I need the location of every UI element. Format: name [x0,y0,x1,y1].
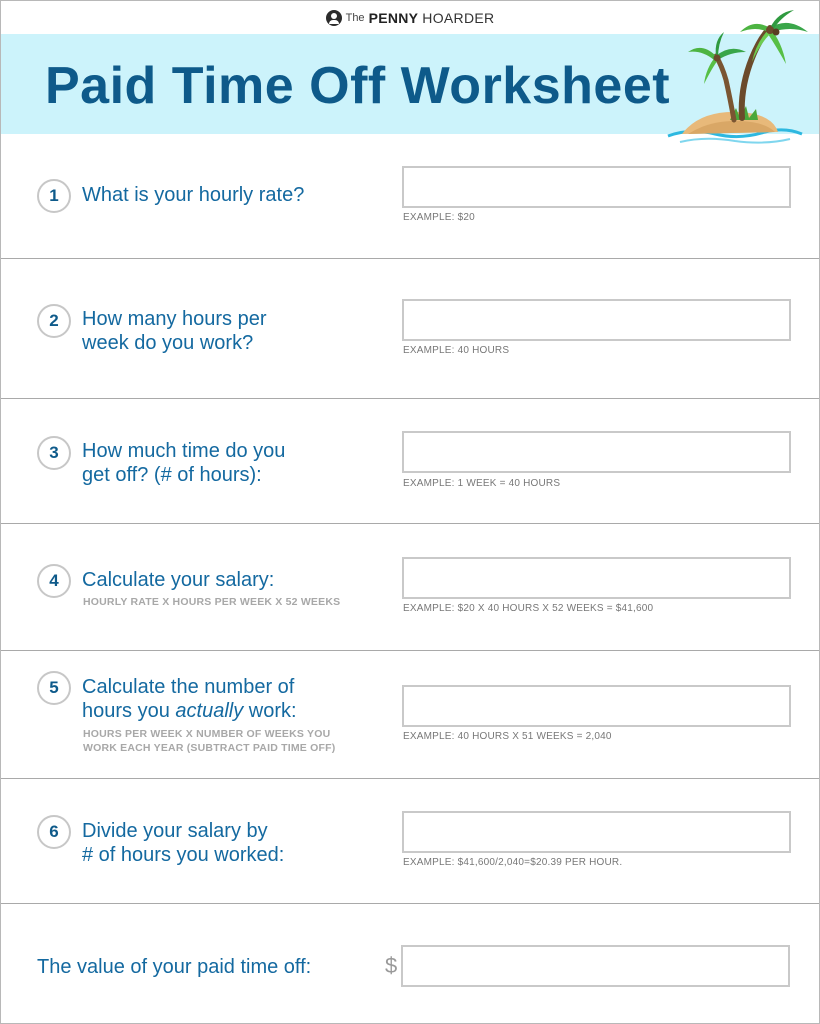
question-row-4 [1,524,819,651]
hint-line: HOURS PER WEEK X NUMBER OF WEEKS YOU [83,728,331,740]
palm-island-icon [660,8,810,144]
question-fragment: hours you [82,700,176,722]
question-line: # of hours you worked: [82,844,285,866]
question-row-1 [1,135,819,259]
example-text: EXAMPLE: $41,600/2,040=$20.39 PER HOUR. [403,857,623,868]
question-row-6 [1,779,819,904]
question-line: Calculate your salary: [82,569,275,591]
step-number: 5 [37,671,71,705]
example-text: EXAMPLE: 1 WEEK = 40 HOURS [403,478,561,489]
question-line: week do you work? [82,332,254,354]
question-text [82,675,297,723]
answer-input[interactable] [402,685,791,727]
final-answer-input[interactable] [401,945,790,987]
answer-input[interactable] [402,431,791,473]
question-line: How much time do you [82,440,286,462]
question-text [82,439,285,487]
step-number: 2 [37,304,71,338]
step-number: 4 [37,564,71,598]
question-line [82,699,297,723]
formula-hint [83,595,340,609]
dollar-sign: $ [385,953,398,978]
question-row-5 [1,651,819,779]
example-text: EXAMPLE: $20 X 40 HOURS X 52 WEEKS = $41,600 [403,603,654,614]
step-number: 1 [37,179,71,213]
brand-penny: PENNY [368,10,419,26]
answer-input[interactable] [402,557,791,599]
question-line: Calculate the number of [82,676,295,698]
question-fragment: work: [243,700,297,722]
step-number: 6 [37,815,71,849]
hint-line: WORK EACH YEAR (SUBTRACT PAID TIME OFF) [83,742,336,754]
question-line: What is your hourly rate? [82,184,305,206]
question-row-2 [1,259,819,399]
hint-line: HOURLY RATE X HOURS PER WEEK X 52 WEEKS [83,596,341,608]
page-title: Paid Time Off Worksheet [45,57,671,115]
answer-input[interactable] [402,166,791,208]
question-line: How many hours per [82,308,267,330]
question-text [82,819,284,867]
question-row-3 [1,399,819,524]
question-text [82,183,304,207]
brand-hoarder: HOARDER [422,10,495,26]
person-icon [326,10,342,26]
final-label: The value of your paid time off: [37,956,312,978]
question-emphasis: actually [175,700,244,722]
step-number: 3 [37,436,71,470]
question-text [82,307,267,355]
example-text: EXAMPLE: $20 [403,212,475,223]
example-text: EXAMPLE: 40 HOURS X 51 WEEKS = 2,040 [403,731,612,742]
brand-the: The [345,12,365,24]
answer-input[interactable] [402,811,791,853]
example-text: EXAMPLE: 40 HOURS [403,345,510,356]
question-line: get off? (# of hours): [82,464,262,486]
question-line: Divide your salary by [82,820,268,842]
formula-hint [83,727,335,755]
answer-input[interactable] [402,299,791,341]
question-text [82,568,274,592]
